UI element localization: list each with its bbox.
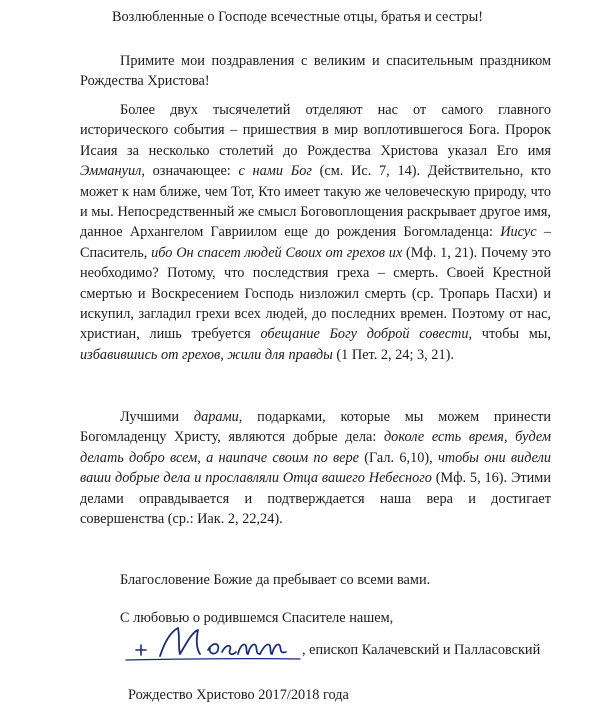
text-run: Лучшими [120,409,194,425]
greeting-paragraph: Примите мои поздравления с великим и спасительным праздником Рождества Христова! [80,53,551,90]
text-run: (см. Ис. 7, 14). Действительно, кто может к нам ближе, чем Тот, Кто имеет такую же человеческую природу, что и мы. Непосредственный же смысл Боговоплощения раскрывает другое имя, данное Архангелом Гавриилом еще до рождения Богомладенца: [80,163,551,241]
handwritten-signature [120,622,302,666]
italic-run: обещание Богу доброй совести, [260,326,473,343]
text-run: (Мф. 5, 16). Этими делами оправдывается и подтверждается наша вера и достигает совершенства (ср.: Иак. 2, 22,24). [80,470,551,528]
text-run: – Спаситель, [80,224,551,261]
closing-line: С любовью о родившемся Спасителе нашем, [120,610,394,626]
italic-run: ибо Он спасет людей Своих от грехов их [151,244,403,261]
italic-run: дарами, [193,409,243,425]
italic-run: с нами Бог [238,163,312,180]
italic-run: чтобы они видели ваши добрые дела и прославляли Отца вашего Небесного [80,449,551,487]
salutation: Возлюбленные о Господе всечестные отцы, братья и сестры! [112,9,484,25]
blessing-line: Благословение Божие да пребывает со всеми вами. [120,572,431,588]
italic-run: избавившись от грехов, жили для правды [80,346,333,363]
date-line: Рождество Христово 2017/2018 года [128,687,349,703]
text-run: (Гал. 6,10), [359,449,438,466]
italic-run: Иисус [500,224,537,241]
italic-run: Эммануил, [80,163,145,180]
paragraph-nativity-meaning [80,100,551,365]
text-run: означающее: [144,163,239,180]
signer-title: , епископ Калачевский и Палласовский [302,642,541,658]
paragraph-good-deeds [80,407,551,529]
text-run: Более двух тысячелетий отделяют нас от самого главного исторического события – пришествия в мир воплотившегося Бога. Пророк Исаия за несколько столетий до Рождества Христова указал Его имя [80,102,551,159]
italic-run: доколе есть время, будем делать добро всем, а наипаче своим по вере [80,429,551,466]
signature-row [120,622,560,666]
text-run: (1 Пет. 2, 24; 3, 21). [332,346,454,363]
text-run: чтобы мы, [472,326,551,343]
text-run: (Мф. 1, 21). Почему это необходимо? Потому, что последствия греха – смерть. Своей Крестной смертью и Воскресением Господь низложил смерть (ср. Тропарь Пасхи) и искупил, загладил грехи всех людей, до последних времен. Поэтому от нас, христиан, лишь требуется [80,244,551,343]
text-run: подарками, которые мы можем принести Богомладенцу Христу, являются добрые дела: [80,409,551,446]
